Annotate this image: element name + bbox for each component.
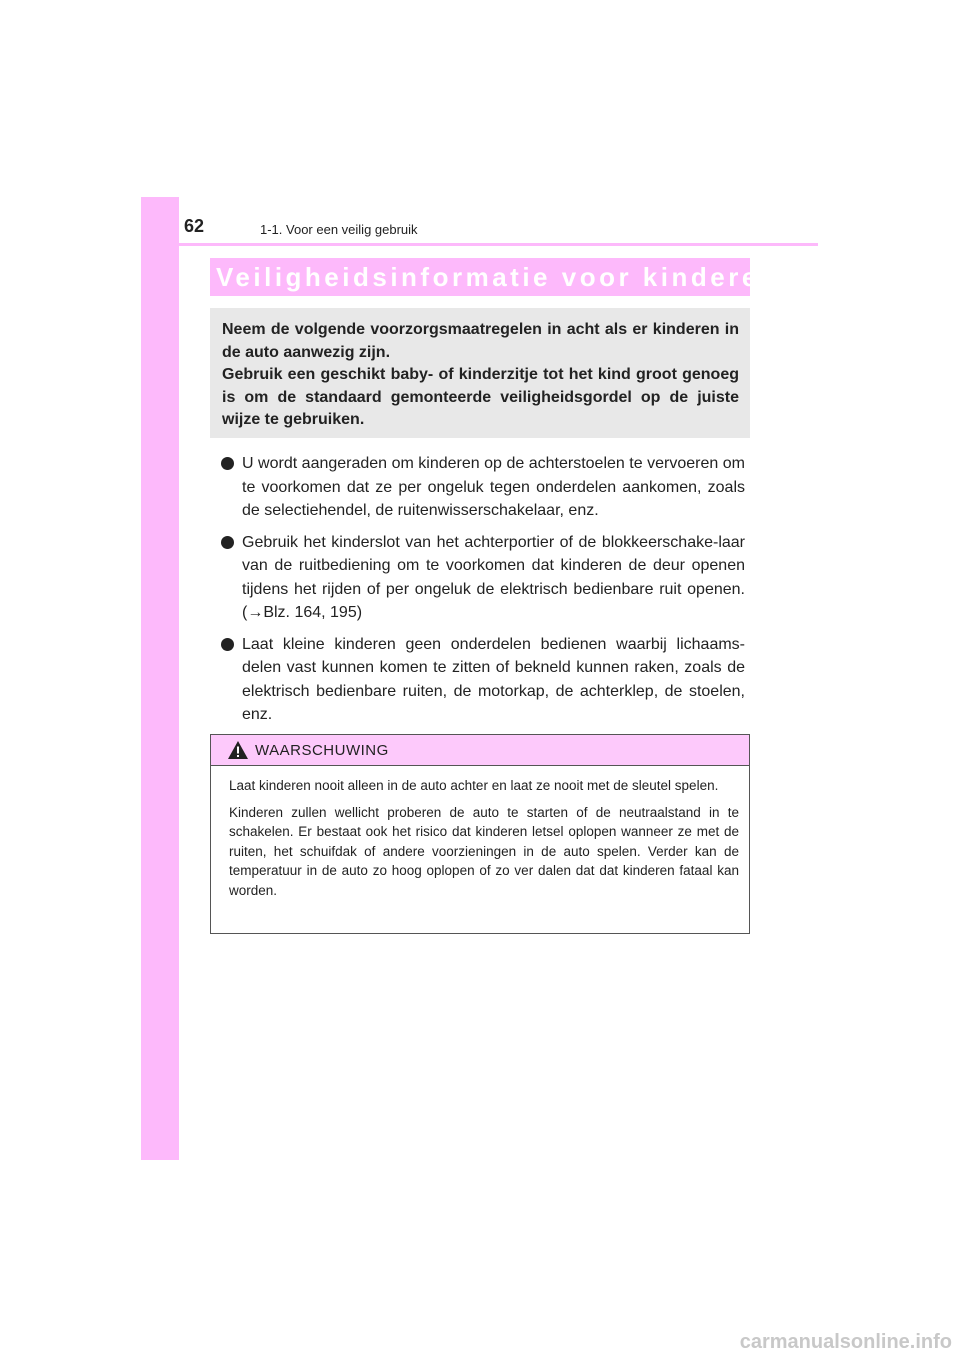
list-item-text: Laat kleine kinderen geen onderdelen bedienen waarbij lichaams-delen vast kunnen komen te zitten of bekneld kunnen raken, zoals de elektrisch bedienbare ruiten, de motorkap, de achterklep, de stoelen, enz. — [242, 635, 745, 723]
intro-paragraph: Gebruik een geschikt baby- of kinderzitje tot het kind groot genoeg is om de standaard gemonteerde veiligheidsgordel op de juiste wijze te gebruiken. — [222, 366, 739, 429]
section-reference: 1-1. Voor een veilig gebruik — [260, 222, 418, 237]
intro-box — [210, 308, 750, 438]
list-item — [210, 633, 750, 727]
section-title-bar — [210, 258, 780, 296]
bullet-dot-icon — [221, 536, 234, 549]
precaution-list — [210, 452, 750, 735]
list-item-text: Gebruik het kinderslot van het achterportier of de blokkeerschake-laar van de ruitbediening om te voorkomen dat kinderen de deur openen tijdens het rijden of per ongeluk de elektrisch bedienbare ruit openen. (→Blz. 164, 195) — [242, 533, 745, 621]
warning-label: WAARSCHUWING — [255, 742, 389, 759]
warning-paragraph: Kinderen zullen wellicht proberen de auto te starten of de neutraalstand in te schakelen. Er bestaat ook het risico dat kinderen letsel oplopen wanneer ze met de ruiten, het schuifdak of andere voorzieningen in de auto spelen. Verder kan de temperatuur in de auto zo hoog oplopen of zo ver dalen dat dat kinderen fataal kan worden. — [229, 804, 739, 898]
page-number: 62 — [184, 216, 205, 236]
intro-paragraph: Neem de volgende voorzorgsmaatregelen in acht als er kinderen in de auto aanwezig zijn. — [222, 321, 739, 361]
bullet-dot-icon — [221, 457, 234, 470]
bullet-dot-icon — [221, 638, 234, 651]
list-item-text: U wordt aangeraden om kinderen op de achterstoelen te vervoeren om te voorkomen dat ze per ongeluk tegen onderdelen aankomen, zoals de selectiehendel, de ruitenwisserschakelaar, enz. — [242, 455, 745, 519]
watermark: carmanualsonline.info — [739, 1331, 952, 1353]
list-item — [210, 452, 750, 523]
warning-header — [211, 735, 749, 766]
header-divider — [141, 243, 818, 246]
warning-paragraph: Laat kinderen nooit alleen in de auto achter en laat ze nooit met de sleutel spelen. — [229, 778, 719, 793]
chapter-side-tab — [141, 197, 179, 1160]
list-item — [210, 531, 750, 625]
warning-box — [210, 734, 750, 934]
warning-body — [211, 766, 749, 901]
warning-triangle-icon — [227, 740, 249, 760]
section-title: Veiligheidsinformatie voor kinderen — [216, 262, 780, 292]
